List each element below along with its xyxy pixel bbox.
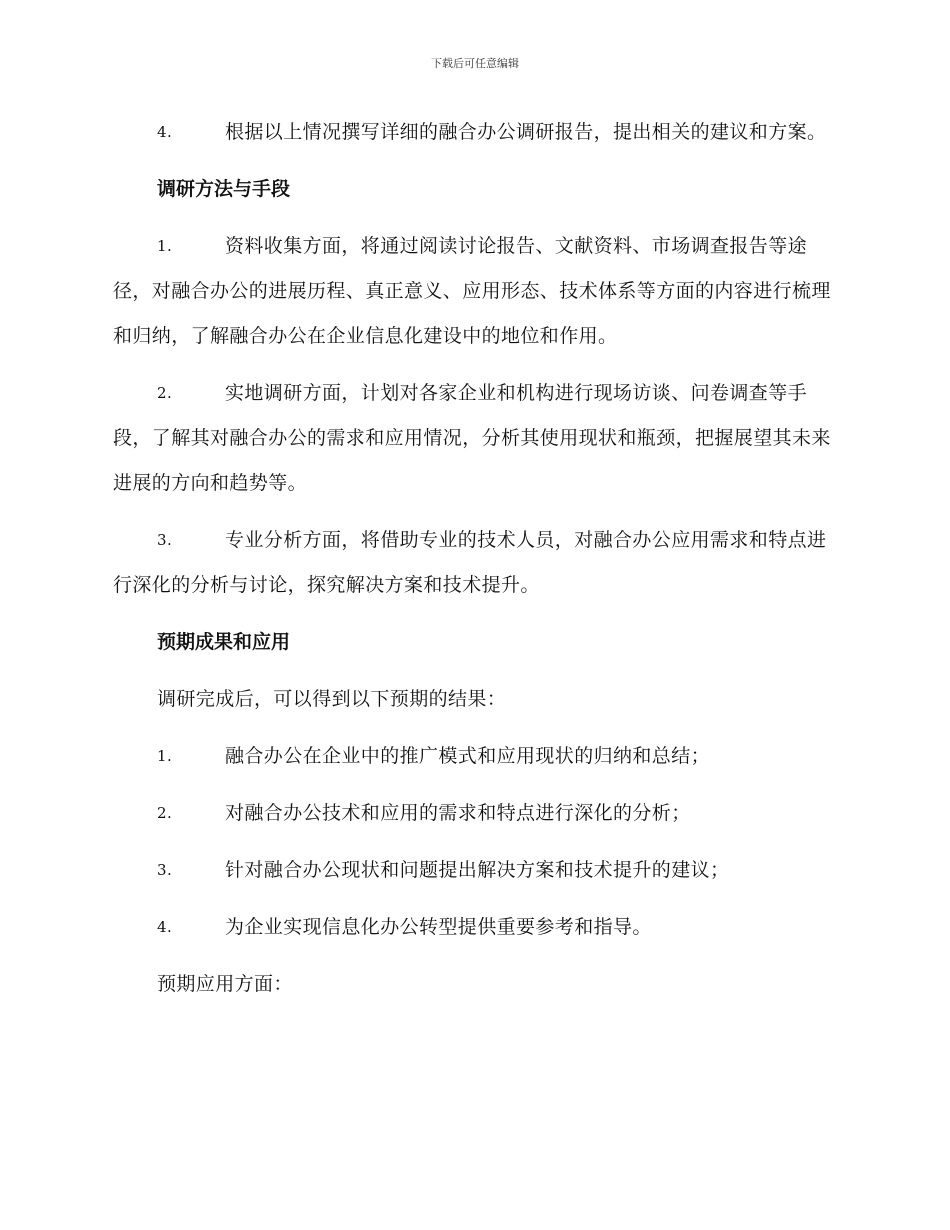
results-lead-paragraph: 调研完成后，可以得到以下预期的结果： (157, 688, 507, 710)
list-item-text: 针对融合办公现状和问题提出解决方案和技术提升的建议； (225, 859, 730, 881)
list-item-text: 专业分析方面，将借助专业的技术人员，对融合办公应用需求和特点进行深化的分析与讨论，探究解决方案和技术提升。 (113, 529, 827, 596)
methods-list-item (113, 224, 835, 359)
list-number: 1. (157, 237, 173, 255)
list-number: 3. (157, 861, 173, 879)
page-header: 下载后可任意编辑 (431, 57, 519, 70)
list-item-text: 对融合办公技术和应用的需求和特点进行深化的分析； (225, 802, 691, 824)
list-item-text: 为企业实现信息化办公转型提供重要参考和指导。 (225, 916, 652, 938)
results-list-item (113, 734, 835, 779)
section-heading-results: 预期成果和应用 (157, 631, 291, 653)
list-number: 4. (157, 918, 173, 936)
intro-list-item (113, 110, 835, 155)
list-item-text: 根据以上情况撰写详细的融合办公调研报告，提出相关的建议和方案。 (225, 121, 827, 143)
list-number: 2. (157, 384, 173, 402)
results-list-item (113, 905, 835, 950)
list-item-text: 实地调研方面，计划对各家企业和机构进行现场访谈、问卷调查等手段，了解其对融合办公的需求和应用情况，分析其使用现状和瓶颈，把握展望其未来进展的方向和趋势等。 (113, 382, 831, 494)
results-list-item (113, 791, 835, 836)
list-number: 1. (157, 747, 173, 765)
document-body (113, 110, 835, 1019)
methods-list-item (113, 371, 835, 506)
methods-list-item (113, 518, 835, 608)
list-number: 2. (157, 804, 173, 822)
list-item-text: 资料收集方面，将通过阅读讨论报告、文献资料、市场调查报告等途径，对融合办公的进展历程、真正意义、应用形态、技术体系等方面的内容进行梳理和归纳，了解融合办公在企业信息化建设中的地位和作用。 (113, 235, 831, 347)
list-number: 3. (157, 531, 173, 549)
results-list-item (113, 848, 835, 893)
list-number: 4. (157, 123, 173, 141)
application-lead-paragraph: 预期应用方面： (157, 973, 293, 995)
section-heading-methods: 调研方法与手段 (157, 178, 291, 200)
list-item-text: 融合办公在企业中的推广模式和应用现状的归纳和总结； (225, 745, 711, 767)
